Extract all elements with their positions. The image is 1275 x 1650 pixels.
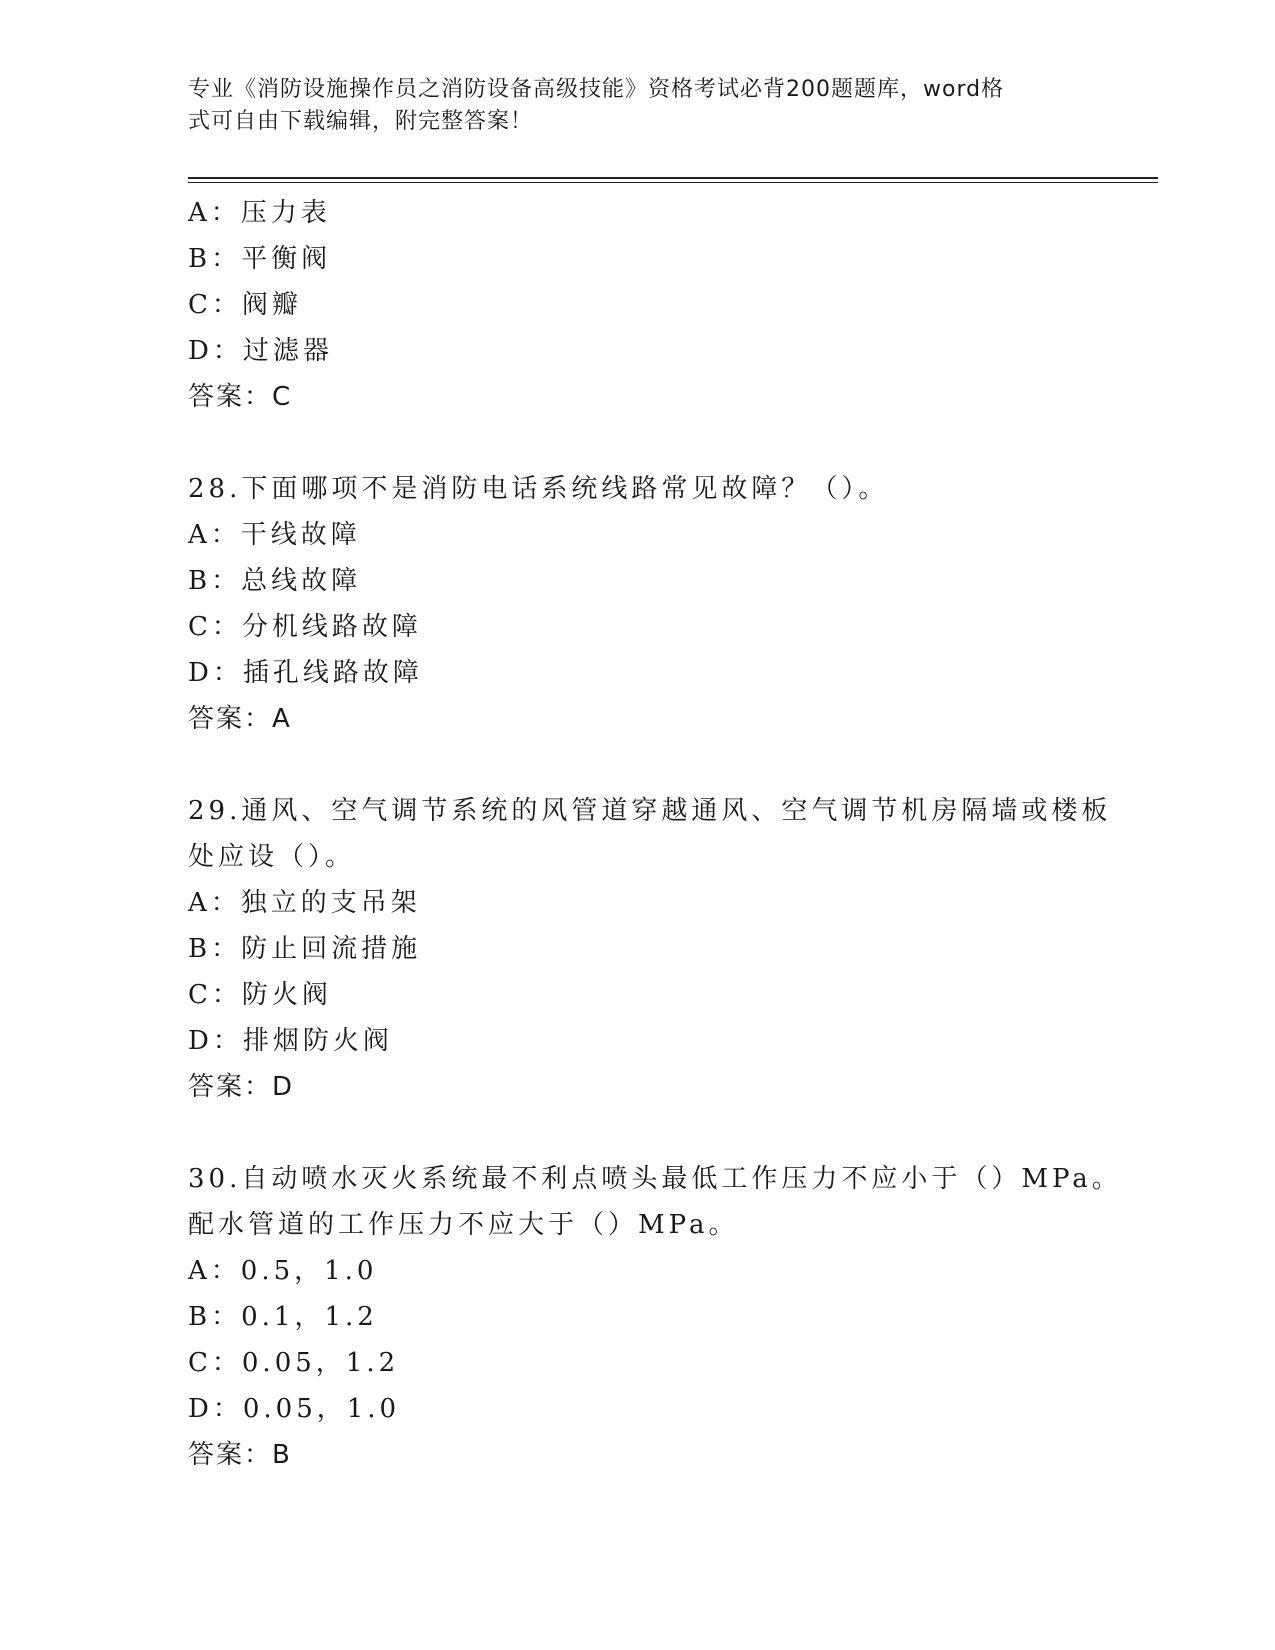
option-b: B：平衡阀 xyxy=(188,244,332,274)
header-rule-thick xyxy=(188,177,1158,179)
option-b: B：0.1，1.2 xyxy=(188,1302,378,1332)
option-c: C：阀瓣 xyxy=(188,290,302,320)
spacer xyxy=(188,742,1108,788)
question-stem: 29.通风、空气调节系统的风管道穿越通风、空气调节机房隔墙或楼板 xyxy=(188,796,1112,826)
option-d: D：插孔线路故障 xyxy=(188,658,423,688)
option-c: C：防火阀 xyxy=(188,980,332,1010)
option-c: C：分机线路故障 xyxy=(188,612,422,642)
question-28 xyxy=(188,466,1108,742)
option-d: D：过滤器 xyxy=(188,336,333,366)
spacer xyxy=(188,1110,1108,1156)
question-stem-continued: 处应设（）。 xyxy=(188,842,356,872)
question-27 xyxy=(188,190,1108,420)
header-line-2: 式可自由下载编辑，附完整答案！ xyxy=(188,109,534,134)
answer-line: 答案：D xyxy=(188,1072,295,1102)
question-stem: 28.下面哪项不是消防电话系统线路常见故障？（）。 xyxy=(188,474,889,504)
question-29 xyxy=(188,788,1112,1110)
option-a: A：压力表 xyxy=(188,198,331,228)
option-a: A：独立的支吊架 xyxy=(188,888,421,918)
document-header xyxy=(188,74,1068,138)
question-stem: 30.自动喷水灭火系统最不利点喷头最低工作压力不应小于（）MPa。 xyxy=(188,1164,1122,1194)
answer-line: 答案：A xyxy=(188,704,292,734)
option-d: D：0.05，1.0 xyxy=(188,1394,401,1424)
option-a: A：干线故障 xyxy=(188,520,361,550)
header-rule-thin xyxy=(188,182,1158,183)
option-b: B：防止回流措施 xyxy=(188,934,422,964)
header-line-1: 专业《消防设施操作员之消防设备高级技能》资格考试必背200题题库，word格 xyxy=(188,77,1005,102)
question-30 xyxy=(188,1156,1122,1478)
answer-line: 答案：B xyxy=(188,1440,292,1470)
spacer xyxy=(188,420,1108,466)
option-a: A：0.5，1.0 xyxy=(188,1256,378,1286)
answer-line: 答案：C xyxy=(188,382,293,412)
question-list xyxy=(188,190,1122,1478)
option-b: B：总线故障 xyxy=(188,566,362,596)
question-stem-continued: 配水管道的工作压力不应大于（）MPa。 xyxy=(188,1210,739,1240)
option-c: C：0.05，1.2 xyxy=(188,1348,400,1378)
option-d: D：排烟防火阀 xyxy=(188,1026,393,1056)
